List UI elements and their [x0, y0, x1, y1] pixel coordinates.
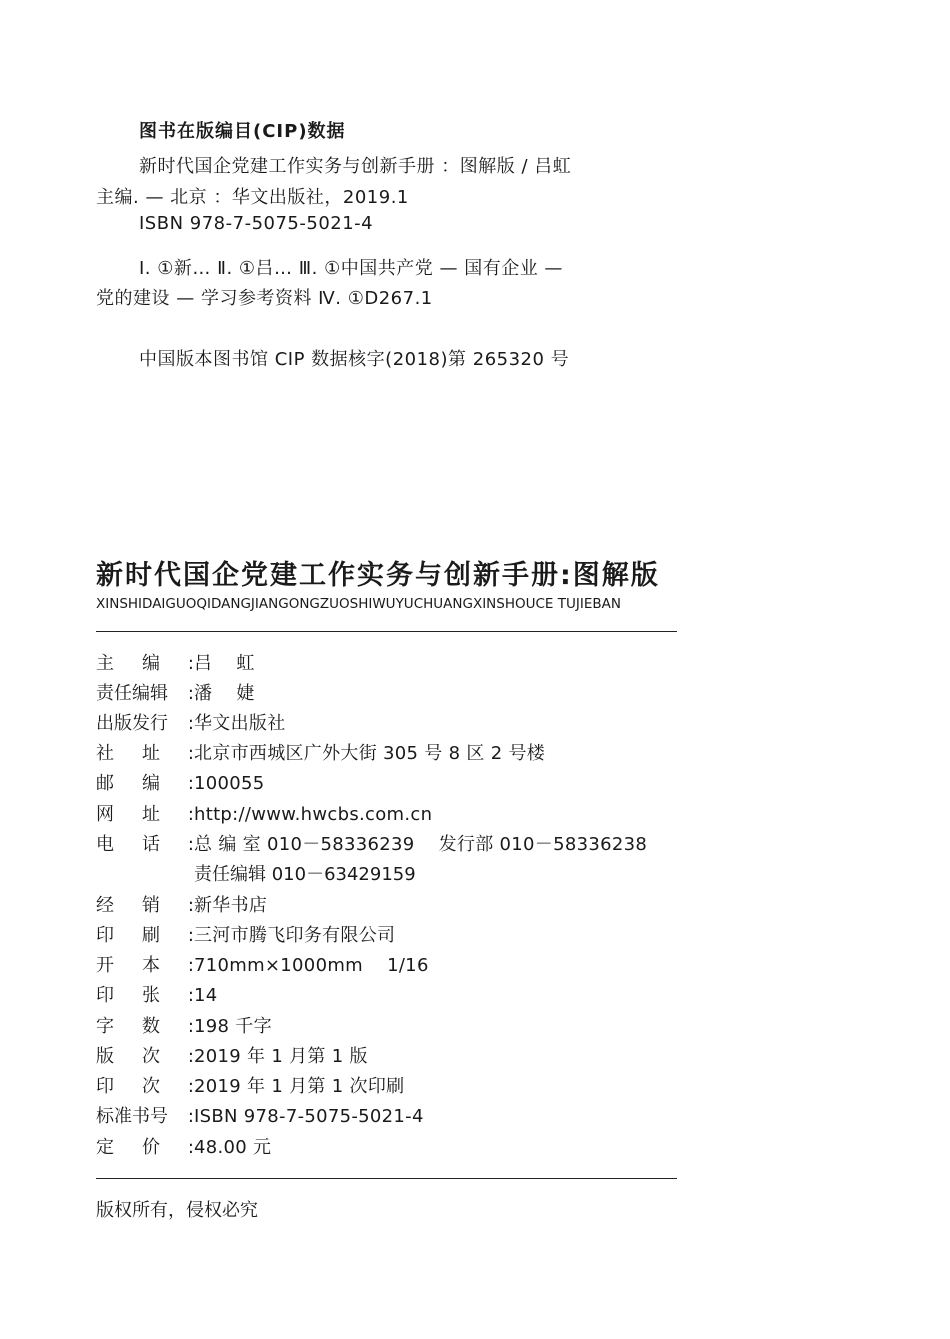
info-label-colon: :	[187, 1046, 194, 1067]
info-row	[96, 953, 429, 979]
info-label	[96, 741, 194, 767]
info-label-colon: :	[187, 955, 194, 976]
info-value: 三河市腾飞印务有限公司	[194, 925, 396, 946]
cip-heading: 图书在版编目(CIP)数据	[139, 121, 346, 142]
info-label-part: 邮	[96, 773, 114, 794]
info-value: 100055	[194, 773, 265, 794]
info-row	[96, 1104, 424, 1130]
info-label	[96, 953, 194, 979]
info-row	[96, 711, 286, 737]
info-label-colon: :	[187, 713, 194, 734]
info-label-part: 编	[141, 653, 160, 674]
bottom-divider	[96, 1178, 677, 1179]
info-label-part: 印	[96, 1076, 114, 1097]
cip-isbn: ISBN 978-7-5075-5021-4	[139, 213, 374, 234]
info-label-part: 开	[96, 955, 114, 976]
info-label	[96, 711, 194, 737]
info-label-part: 址	[141, 804, 160, 825]
info-label	[96, 832, 194, 858]
info-label-part: 网	[96, 804, 114, 825]
info-row	[96, 983, 218, 1009]
info-label-colon: :	[187, 895, 194, 916]
info-label-part: 责任编辑	[96, 683, 168, 704]
info-label-part: 刷	[141, 925, 160, 946]
copyright-notice: 版权所有，侵权必究	[96, 1200, 258, 1221]
info-label	[96, 983, 194, 1009]
info-label-part: 社	[96, 743, 114, 764]
info-label-part: 主	[96, 653, 114, 674]
info-label	[96, 802, 194, 828]
info-row	[96, 1044, 368, 1070]
info-value: ISBN 978-7-5075-5021-4	[194, 1106, 424, 1127]
cip-record-number: 中国版本图书馆 CIP 数据核字(2018)第 265320 号	[139, 349, 570, 370]
info-label-colon: :	[187, 743, 194, 764]
info-label-part: 销	[141, 895, 160, 916]
top-divider	[96, 631, 677, 632]
cip-line-2: 主编. — 北京 ：华文出版社，2019.1	[96, 187, 409, 208]
book-title: 新时代国企党建工作实务与创新手册:图解版	[96, 560, 660, 591]
info-label-colon: :	[187, 1106, 194, 1127]
info-label-colon: :	[187, 653, 194, 674]
info-label-part: 电	[96, 834, 114, 855]
cip-classification-2: 党的建设 — 学习参考资料 Ⅳ. ①D267.1	[96, 288, 433, 309]
info-label	[96, 681, 194, 707]
info-label	[96, 1014, 194, 1040]
info-row	[96, 741, 545, 767]
info-value: 潘 婕	[194, 683, 255, 704]
info-row	[96, 651, 255, 677]
cip-line-1: 新时代国企党建工作实务与创新手册 ：图解版 / 吕虹	[139, 156, 572, 177]
info-label-part: 编	[141, 773, 160, 794]
info-label-part: 张	[141, 985, 160, 1006]
info-row	[96, 893, 267, 919]
info-value: http://www.hwcbs.com.cn	[194, 804, 433, 825]
info-row	[96, 832, 647, 858]
info-label-colon: :	[187, 925, 194, 946]
info-label-part: 数	[141, 1016, 160, 1037]
info-label-colon: :	[187, 985, 194, 1006]
info-label-colon: :	[187, 773, 194, 794]
info-row	[96, 802, 432, 828]
info-label	[96, 1044, 194, 1070]
info-value: 14	[194, 985, 218, 1006]
info-label-part: 字	[96, 1016, 114, 1037]
info-label-part: 出版发行	[96, 713, 168, 734]
info-phone-editor: 责任编辑 010－63429159	[194, 864, 416, 885]
info-label-part: 定	[96, 1137, 114, 1158]
info-label-colon: :	[187, 804, 194, 825]
info-label	[96, 893, 194, 919]
info-label-colon: :	[187, 1137, 194, 1158]
info-label-part: 印	[96, 985, 114, 1006]
info-label-part: 址	[141, 743, 160, 764]
info-label-colon: :	[187, 834, 194, 855]
info-row	[96, 1135, 271, 1161]
info-label-colon: :	[187, 683, 194, 704]
info-label-colon: :	[187, 1076, 194, 1097]
info-value: 北京市西城区广外大街 305 号 8 区 2 号楼	[194, 743, 546, 764]
info-label-part: 次	[141, 1076, 160, 1097]
info-label-part: 标准书号	[96, 1106, 168, 1127]
info-value: 2019 年 1 月第 1 次印刷	[194, 1076, 405, 1097]
info-label	[96, 923, 194, 949]
info-value: 710mm×1000mm 1/16	[194, 955, 429, 976]
info-label-part: 经	[96, 895, 114, 916]
info-label-colon: :	[187, 1016, 194, 1037]
info-row	[96, 923, 395, 949]
info-value: 198 千字	[194, 1016, 272, 1037]
info-value: 总 编 室 010－58336239 发行部 010－58336238	[194, 834, 648, 855]
cip-classification-1: Ⅰ. ①新… Ⅱ. ①吕… Ⅲ. ①中国共产党 — 国有企业 —	[139, 258, 563, 279]
info-row	[96, 1014, 272, 1040]
info-row	[96, 771, 265, 797]
info-label	[96, 771, 194, 797]
info-label-part: 次	[141, 1046, 160, 1067]
info-row	[96, 1074, 404, 1100]
info-label-part: 印	[96, 925, 114, 946]
info-label	[96, 1104, 194, 1130]
info-value: 2019 年 1 月第 1 版	[194, 1046, 368, 1067]
info-row	[96, 681, 255, 707]
info-label	[96, 1074, 194, 1100]
info-value: 吕 虹	[194, 653, 255, 674]
info-value: 48.00 元	[194, 1137, 272, 1158]
info-value: 华文出版社	[194, 713, 286, 734]
info-label-part: 版	[96, 1046, 114, 1067]
info-label	[96, 1135, 194, 1161]
info-label-part: 价	[141, 1137, 160, 1158]
info-label	[96, 651, 194, 677]
info-value: 新华书店	[194, 895, 268, 916]
info-label-part: 本	[141, 955, 160, 976]
info-label-part: 话	[141, 834, 160, 855]
book-title-pinyin: XINSHIDAIGUOQIDANGJIANGONGZUOSHIWUYUCHUANGXINSHOUCE TUJIEBAN	[96, 596, 621, 612]
